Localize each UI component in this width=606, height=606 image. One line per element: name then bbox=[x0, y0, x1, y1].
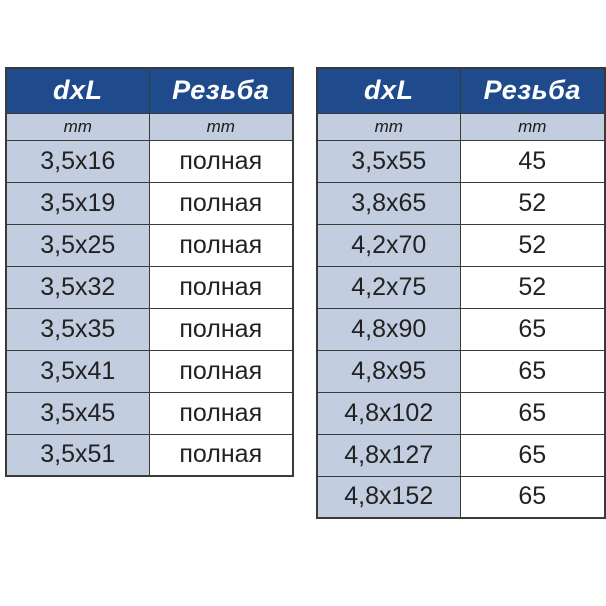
header-dxl: dxL bbox=[317, 68, 460, 113]
unit-dxl: mm bbox=[6, 113, 149, 140]
thread-cell: полная bbox=[149, 140, 293, 182]
size-cell: 3,5x16 bbox=[6, 140, 149, 182]
table-row bbox=[317, 476, 605, 518]
table-row bbox=[6, 140, 293, 182]
size-cell: 4,8x95 bbox=[317, 350, 460, 392]
unit-dxl: mm bbox=[317, 113, 460, 140]
size-cell: 4,8x102 bbox=[317, 392, 460, 434]
size-cell: 4,8x152 bbox=[317, 476, 460, 518]
table-row bbox=[317, 434, 605, 476]
thread-cell: полная bbox=[149, 350, 293, 392]
screw-spec-table-left bbox=[5, 67, 294, 477]
thread-cell: полная bbox=[149, 434, 293, 476]
thread-cell: полная bbox=[149, 308, 293, 350]
thread-cell: 65 bbox=[460, 350, 605, 392]
thread-cell: полная bbox=[149, 224, 293, 266]
table-row bbox=[6, 224, 293, 266]
size-cell: 4,2x75 bbox=[317, 266, 460, 308]
size-cell: 3,8x65 bbox=[317, 182, 460, 224]
header-thread: Резьба bbox=[149, 68, 293, 113]
screw-spec-table-right bbox=[316, 67, 606, 519]
header-row bbox=[6, 68, 293, 113]
table-row bbox=[317, 182, 605, 224]
table-row bbox=[6, 266, 293, 308]
size-cell: 3,5x19 bbox=[6, 182, 149, 224]
thread-cell: 65 bbox=[460, 308, 605, 350]
thread-cell: 45 bbox=[460, 140, 605, 182]
table-row bbox=[317, 308, 605, 350]
unit-thread: mm bbox=[149, 113, 293, 140]
size-cell: 3,5x55 bbox=[317, 140, 460, 182]
thread-cell: 65 bbox=[460, 392, 605, 434]
thread-cell: 52 bbox=[460, 224, 605, 266]
size-cell: 3,5x25 bbox=[6, 224, 149, 266]
size-cell: 3,5x45 bbox=[6, 392, 149, 434]
header-thread: Резьба bbox=[460, 68, 605, 113]
thread-cell: полная bbox=[149, 182, 293, 224]
header-dxl: dxL bbox=[6, 68, 149, 113]
header-row bbox=[317, 68, 605, 113]
unit-thread: mm bbox=[460, 113, 605, 140]
thread-cell: полная bbox=[149, 266, 293, 308]
table-row bbox=[317, 140, 605, 182]
size-cell: 3,5x51 bbox=[6, 434, 149, 476]
table-row bbox=[317, 224, 605, 266]
size-cell: 4,8x127 bbox=[317, 434, 460, 476]
size-cell: 3,5x41 bbox=[6, 350, 149, 392]
thread-cell: 65 bbox=[460, 434, 605, 476]
thread-cell: 52 bbox=[460, 266, 605, 308]
table-row bbox=[6, 392, 293, 434]
size-cell: 3,5x32 bbox=[6, 266, 149, 308]
thread-cell: 65 bbox=[460, 476, 605, 518]
thread-cell: 52 bbox=[460, 182, 605, 224]
table-row bbox=[6, 350, 293, 392]
thread-cell: полная bbox=[149, 392, 293, 434]
unit-row bbox=[317, 113, 605, 140]
table-row bbox=[6, 434, 293, 476]
table-row bbox=[317, 350, 605, 392]
table-row bbox=[6, 308, 293, 350]
unit-row bbox=[6, 113, 293, 140]
table-row bbox=[317, 392, 605, 434]
size-cell: 4,2x70 bbox=[317, 224, 460, 266]
size-cell: 3,5x35 bbox=[6, 308, 149, 350]
table-row bbox=[6, 182, 293, 224]
size-cell: 4,8x90 bbox=[317, 308, 460, 350]
table-row bbox=[317, 266, 605, 308]
